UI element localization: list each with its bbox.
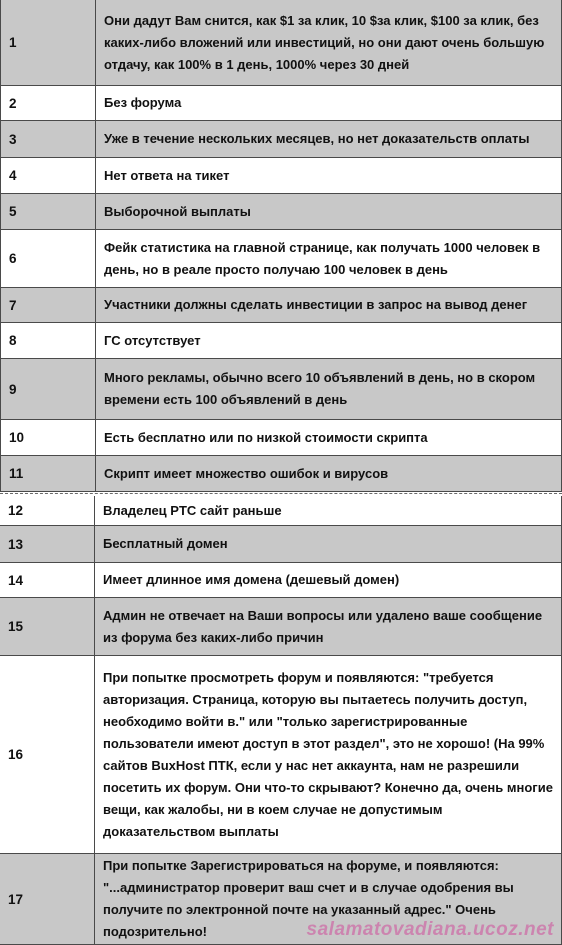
table-row [0,0,562,86]
row-number: 7 [1,288,96,322]
row-number: 3 [1,121,96,157]
scam-signs-table-part-2 [0,496,562,945]
row-text: Бесплатный домен [95,526,562,562]
row-number: 12 [0,496,95,525]
row-text: Они дадут Вам снится, как $1 за клик, 10 $за клик, $100 за клик, без каких-либо вложений или инвестиций, но они дают очень большую отдачу, как 100% в 1 день, 1000% через 30 дней [96,0,562,85]
table-row [0,563,562,598]
divider [0,493,562,494]
table-row [0,323,562,359]
row-number: 16 [0,656,95,853]
table-row [0,526,562,563]
row-text: Владелец PTC сайт раньше [95,496,562,525]
watermark: salamatovadiana.ucoz.net [306,919,554,940]
row-number: 11 [1,456,96,491]
table-row [0,158,562,194]
row-text: Участники должны сделать инвестиции в запрос на вывод денег [96,288,562,322]
table-row [0,420,562,456]
row-text: При попытке Зарегистрироваться на форуме, и появляются: "...администратор проверит ваш счет и в случае одобрения вы получите по электронной почте на указанный адрес." Очень подозрительно! [95,854,562,944]
table-row [0,359,562,420]
row-text: ГС отсутствует [96,323,562,358]
row-number: 10 [1,420,96,455]
table-row [0,86,562,121]
row-text: При попытке просмотреть форум и появляются: "требуется авторизация. Страница, которую вы пытаетесь получить доступ, необходимо войти в." или "только зарегистрированные пользователи имеют доступ в этот раздел", это не хорошо! (На 99% сайтов BuxHost ПТК, если у нас нет аккаунта, нам не разрешили посетить их форум. Они что-то скрывают? Конечно да, очень многие вещи, как жалобы, ни в коем случае не допустимым доказательством выплаты [95,656,562,853]
table-row [0,656,562,854]
row-number: 4 [1,158,96,193]
table-row [0,496,562,526]
table-row [0,288,562,323]
row-text: Нет ответа на тикет [96,158,562,193]
table-row [0,456,562,492]
table-row [0,598,562,656]
row-text: Админ не отвечает на Ваши вопросы или удалено ваше сообщение из форума без каких-либо причин [95,598,562,655]
row-text: Много рекламы, обычно всего 10 объявлений в день, но в скором времени есть 100 объявлений в день [96,359,562,419]
row-number: 1 [1,0,96,85]
row-number: 14 [0,563,95,597]
row-number: 13 [0,526,95,562]
row-number: 17 [0,854,95,944]
row-text: Скрипт имеет множество ошибок и вирусов [96,456,562,491]
row-number: 6 [1,230,96,287]
row-number: 9 [1,359,96,419]
row-text: Фейк статистика на главной странице, как получать 1000 человек в день, но в реале просто получаю 100 человек в день [96,230,562,287]
row-text: Выборочной выплаты [96,194,562,229]
table-row [0,230,562,288]
row-number: 15 [0,598,95,655]
table-row [0,121,562,158]
row-number: 2 [1,86,96,120]
table-row [0,194,562,230]
row-text: Уже в течение нескольких месяцев, но нет доказательств оплаты [96,121,562,157]
row-number: 8 [1,323,96,358]
row-number: 5 [1,194,96,229]
row-text: Без форума [96,86,562,120]
row-text: Есть бесплатно или по низкой стоимости скрипта [96,420,562,455]
row-text: Имеет длинное имя домена (дешевый домен) [95,563,562,597]
